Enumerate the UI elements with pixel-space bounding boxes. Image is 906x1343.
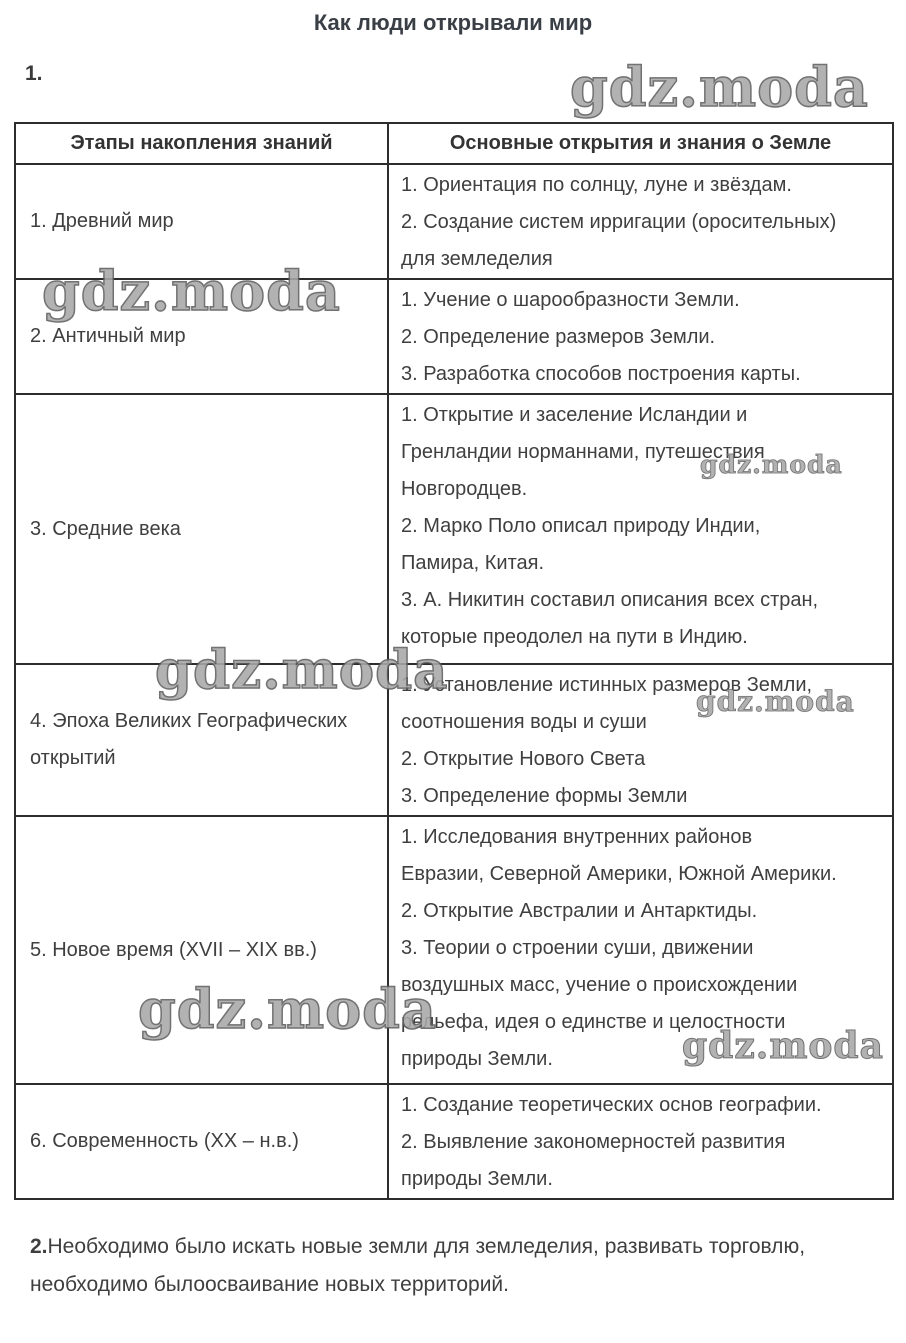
table-row [15, 164, 893, 279]
stage-cell-middle-ages: 3. Средние века [15, 394, 388, 664]
gdz-moda-watermark: gdz.moda [682, 1025, 884, 1067]
discoveries-cell-antiquity [388, 279, 893, 394]
answer-2-paragraph [30, 1228, 890, 1304]
header-stages: Этапы накопления знаний [15, 123, 388, 164]
discoveries-cell-middle-ages [388, 394, 893, 664]
text-line: 1. Установление истинных размеров Земли, [401, 674, 813, 696]
stage-cell-antiquity: 2. Античный мир [15, 279, 388, 394]
text-line: 1. Открытие и заселение Исландии и [401, 404, 748, 426]
text-line: 2. Создание систем ирригации (оросительных) [401, 211, 837, 233]
knowledge-stages-table [14, 122, 894, 1200]
table-row [15, 394, 893, 664]
table-row [15, 279, 893, 394]
table-header-row [15, 123, 893, 164]
answer-2-number: 2. [30, 1235, 48, 1258]
table-row [15, 664, 893, 816]
header-discoveries: Основные открытия и знания о Земле [388, 123, 893, 164]
text-line: рельефа, идея о единстве и целостности [401, 1011, 786, 1033]
discoveries-cell-age-of-discovery [388, 664, 893, 816]
text-line: Памира, Китая. [401, 552, 545, 574]
table-row [15, 1084, 893, 1199]
gdz-moda-watermark: gdz.moda [42, 259, 341, 323]
text-line: 3. Определение формы Земли [401, 785, 688, 807]
table-row [15, 816, 893, 1084]
text-line: природы Земли. [401, 1048, 553, 1070]
text-line: 1. Учение о шарообразности Земли. [401, 289, 740, 311]
text-line: природы Земли. [401, 1168, 553, 1190]
text-line: воздушных масс, учение о происхождении [401, 974, 798, 996]
text-line: 1. Исследования внутренних районов [401, 826, 753, 848]
stage-cell-modern-era: 5. Новое время (XVII – XIX вв.) [15, 816, 388, 1084]
answer-2-text-1: Необходимо было искать новые земли для земледелия, развивать торговлю, [47, 1235, 806, 1258]
question-1-label: 1. [25, 62, 43, 85]
text-line: которые преодолел на пути в Индию. [401, 626, 748, 648]
answer-2-line-1 [30, 1228, 890, 1266]
text-line: для земледелия [401, 248, 553, 270]
text-line: 2. Определение размеров Земли. [401, 326, 716, 348]
discoveries-cell-modern-era [388, 816, 893, 1084]
text-line: 3. А. Никитин составил описания всех стран, [401, 589, 819, 611]
text-line: 3. Разработка способов построения карты. [401, 363, 801, 385]
text-line: Евразии, Северной Америки, Южной Америки. [401, 863, 837, 885]
text-line: соотношения воды и суши [401, 711, 647, 733]
text-line: 2. Выявление закономерностей развития [401, 1131, 786, 1153]
gdz-moda-watermark: gdz.moda [138, 977, 437, 1041]
discoveries-cell-ancient-world [388, 164, 893, 279]
text-line: 1. Создание теоретических основ географии. [401, 1094, 822, 1116]
text-line: 2. Открытие Австралии и Антарктиды. [401, 900, 758, 922]
stage-cell-contemporary: 6. Современность (XX – н.в.) [15, 1084, 388, 1199]
page-title: Как люди открывали мир [313, 10, 593, 35]
answer-2-line-2: необходимо былоосваивание новых территорий. [30, 1273, 509, 1296]
text-line: 2. Марко Поло описал природу Индии, [401, 515, 761, 537]
gdz-moda-watermark: gdz.moda [696, 685, 855, 718]
gdz-moda-watermark: gdz.moda [700, 450, 843, 479]
text-line: Гренландии норманнами, путешествия [401, 441, 765, 463]
stage-cell-age-of-discovery: 4. Эпоха Великих Географических открытий [15, 664, 388, 816]
text-line: 1. Ориентация по солнцу, луне и звёздам. [401, 174, 792, 196]
stage-cell-ancient-world: 1. Древний мир [15, 164, 388, 279]
gdz-moda-watermark: gdz.moda [155, 639, 449, 701]
text-line: 3. Теории о строении суши, движении [401, 937, 754, 959]
discoveries-cell-contemporary [388, 1084, 893, 1199]
text-line: Новгородцев. [401, 478, 528, 500]
text-line: 2. Открытие Нового Света [401, 748, 646, 770]
gdz-moda-watermark: gdz.moda [570, 55, 869, 119]
